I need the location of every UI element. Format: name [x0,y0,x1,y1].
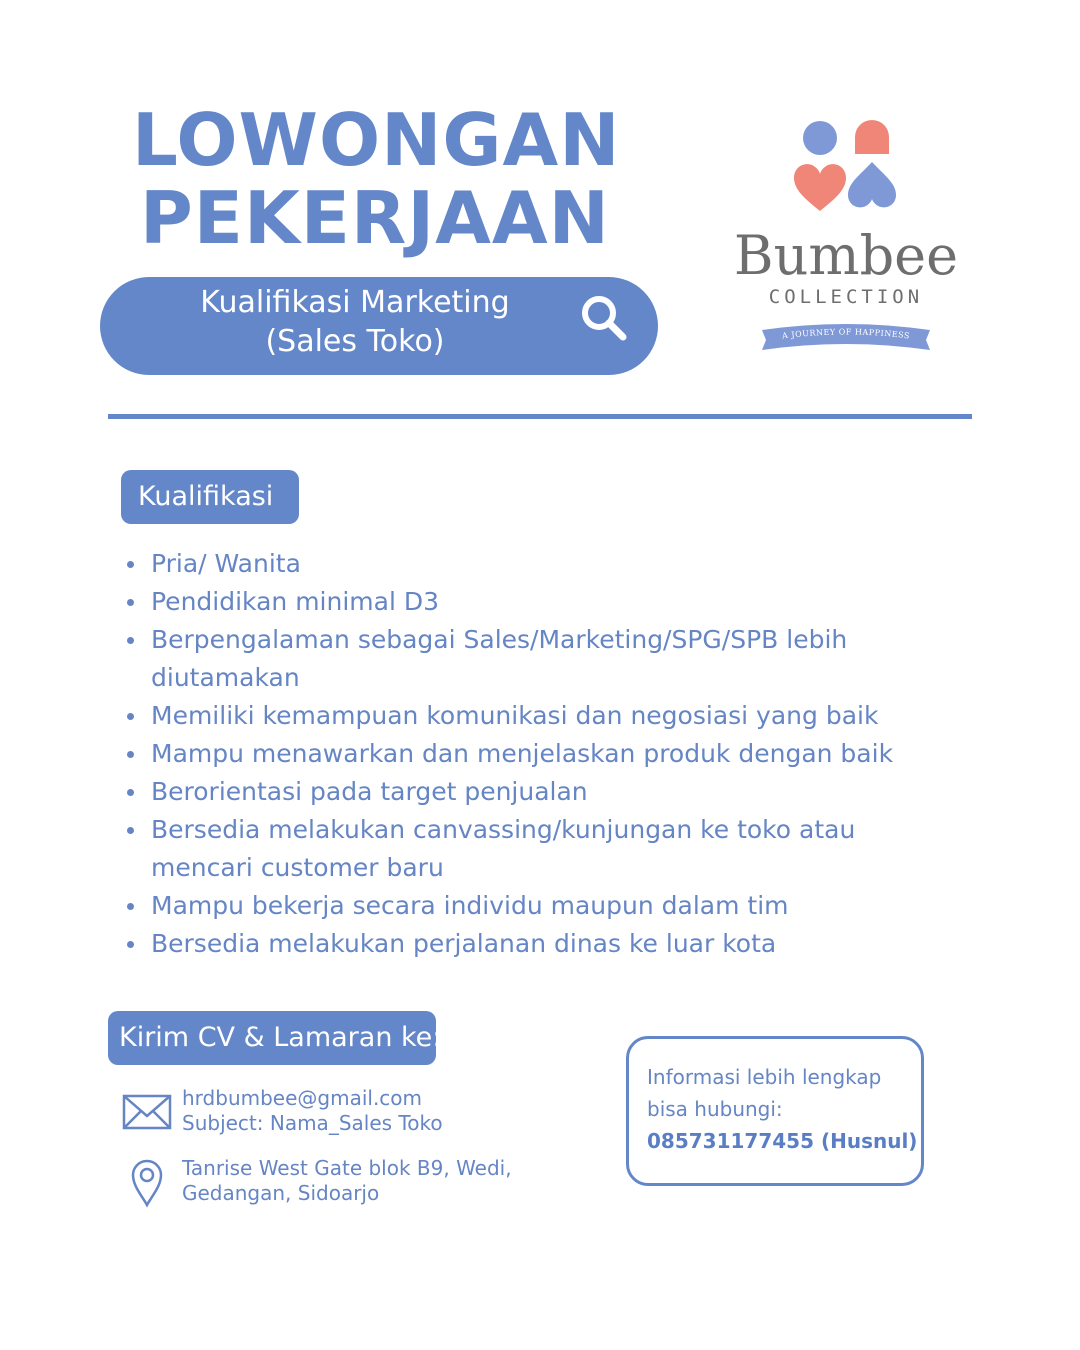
list-item: Berorientasi pada target penjualan [120,773,960,811]
list-item: Berpengalaman sebagai Sales/Marketing/SPG/SPB lebih diutamakan [120,621,960,697]
list-item: Mampu bekerja secara individu maupun dalam tim [120,887,960,925]
list-item: Pendidikan minimal D3 [120,583,960,621]
list-item: Bersedia melakukan canvassing/kunjungan ke toko atau mencari customer baru [120,811,960,887]
qualifications-label: Kualifikasi [121,470,299,524]
brand-subtitle: COLLECTION [768,286,924,308]
info-phone[interactable]: 085731177455 (Husnul) [647,1129,918,1153]
info-text [647,1061,917,1157]
list-item: Mampu menawarkan dan menjelaskan produk dengan baik [120,735,960,773]
apply-label: Kirim CV & Lamaran ke: [108,1011,436,1065]
contact-address-line-1: Tanrise West Gate blok B9, Wedi, [182,1156,512,1180]
info-line-2: bisa hubungi: [647,1097,783,1121]
list-item: Pria/ Wanita [120,545,960,583]
subtitle-text [160,283,550,361]
search-icon [578,292,630,344]
contact-address-line-2: Gedangan, Sidoarjo [182,1181,380,1205]
subtitle-line-1: Kualifikasi Marketing [200,285,510,320]
list-item: Bersedia melakukan perjalanan dinas ke luar kota [120,925,960,963]
brand-name: Bumbee [733,224,959,287]
location-pin-icon [130,1158,164,1208]
title-line-1: LOWONGAN [132,98,621,182]
mail-icon [122,1094,172,1130]
brand-ribbon-text: A JOURNEY OF HAPPINESS [781,327,911,341]
list-item: Memiliki kemampuan komunikasi dan negosiasi yang baik [120,697,960,735]
title-line-2: PEKERJAAN [140,176,610,260]
info-line-1: Informasi lebih lengkap [647,1065,882,1089]
contact-email[interactable]: hrdbumbee@gmail.com [182,1086,423,1110]
qualifications-list [120,545,960,963]
contact-subject: Subject: Nama_Sales Toko [182,1111,443,1135]
subtitle-line-2: (Sales Toko) [265,324,445,359]
brand-ribbon [758,318,934,352]
header-divider [108,414,972,419]
